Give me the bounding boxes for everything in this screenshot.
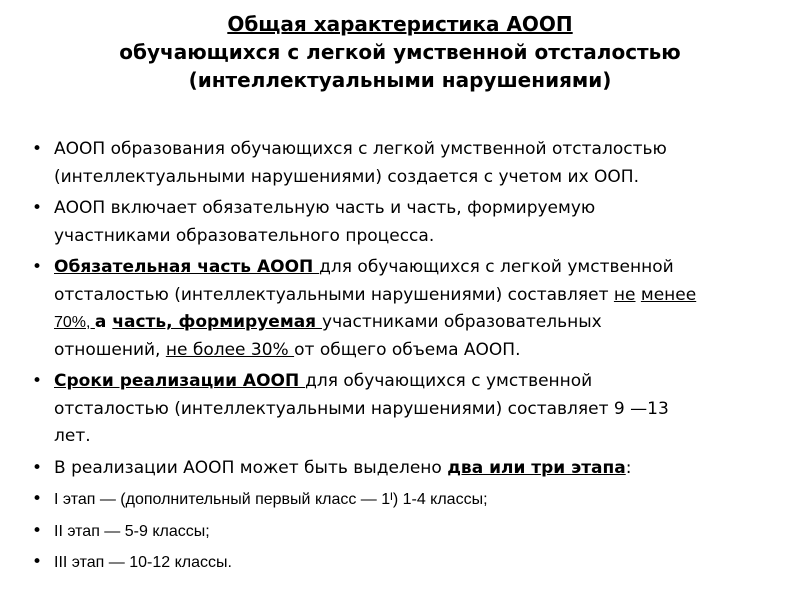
bullet-2-line-1: АООП включает обязательную часть и часть, формируемую <box>54 198 596 218</box>
bullet-3-line-2 <box>54 282 772 310</box>
bullet-3-text-e: от общего объема АООП. <box>294 339 521 360</box>
slide-title <box>40 10 760 94</box>
bullet-5-line-1 <box>54 455 772 483</box>
bullet-dot: • <box>32 371 43 391</box>
bullet-3-text-c: участниками образовательных <box>322 312 602 332</box>
less-label: менее <box>640 284 697 305</box>
bullet-dot: • <box>32 198 43 218</box>
bullet-dot: • <box>32 489 43 509</box>
stage-3: III этап — 10-12 классы. <box>54 554 232 571</box>
bullet-1-line-2: (интеллектуальными нарушениями) создается с учетом их ООП. <box>54 166 639 187</box>
bullet-4-line-3: лет. <box>54 426 91 446</box>
bullet-4-text-a: для обучающихся с умственной <box>305 371 593 391</box>
bullet-4-line-2: отсталостью (интеллектуальными нарушениями) составляет 9 —13 <box>54 398 669 419</box>
stage-1: I этап — (дополнительный первый класс — 1ᴵ) 1-4 классы; <box>54 491 488 508</box>
stage-2: II этап — 5-9 классы; <box>54 522 210 540</box>
bullet-item-4 <box>32 368 772 451</box>
bullet-item-3 <box>32 254 772 364</box>
bullet-item-6 <box>32 486 772 514</box>
bullet-2-line-2: участниками образовательного процесса. <box>54 225 435 246</box>
not-more-thirty: не более 30% <box>165 339 295 360</box>
terms-label: Сроки реализации АООП <box>54 371 306 391</box>
bullet-item-1 <box>32 136 772 191</box>
bullet-dot: • <box>32 457 43 478</box>
bullet-3-line-3 <box>54 309 772 337</box>
title-line-2: обучающихся с легкой умственной отсталостью <box>119 40 681 64</box>
bullet-item-2 <box>32 195 772 250</box>
bullet-4-line-1 <box>54 368 772 396</box>
bullet-dot: • <box>32 520 43 541</box>
title-line-1: Общая характеристика АООП <box>227 12 573 36</box>
bullet-3-line-1 <box>54 254 772 282</box>
bullet-dot: • <box>32 257 43 277</box>
title-line-3: (интеллектуальными нарушениями) <box>188 68 612 92</box>
bullet-dot: • <box>32 139 43 159</box>
colon: : <box>625 457 632 478</box>
two-or-three-stages: два или три этапа <box>447 457 626 478</box>
bullet-item-5 <box>32 455 772 483</box>
bullet-1-line-1: АООП образования обучающихся с легкой умственной отсталостью <box>54 139 667 159</box>
bullet-3-line-4 <box>54 337 772 365</box>
mandatory-part-label: Обязательная часть АООП <box>54 257 320 277</box>
bullet-3-text-b: отсталостью (интеллектуальными нарушениями) составляет <box>54 284 614 305</box>
bullet-item-8 <box>32 549 772 577</box>
bullet-3-text-d: отношений, <box>54 339 166 360</box>
bullet-item-7 <box>32 518 772 546</box>
bullet-list <box>32 136 772 581</box>
bullet-3-text-a: для обучающихся с легкой умственной <box>319 257 674 277</box>
seventy-percent: 70%, <box>54 314 95 331</box>
not-less-label: не <box>613 284 636 305</box>
conj-a: а <box>94 312 113 332</box>
bullet-dot: • <box>32 552 43 572</box>
bullet-5-text-a: В реализации АООП может быть выделено <box>54 457 448 478</box>
formed-part-label: часть, формируемая <box>112 312 323 332</box>
